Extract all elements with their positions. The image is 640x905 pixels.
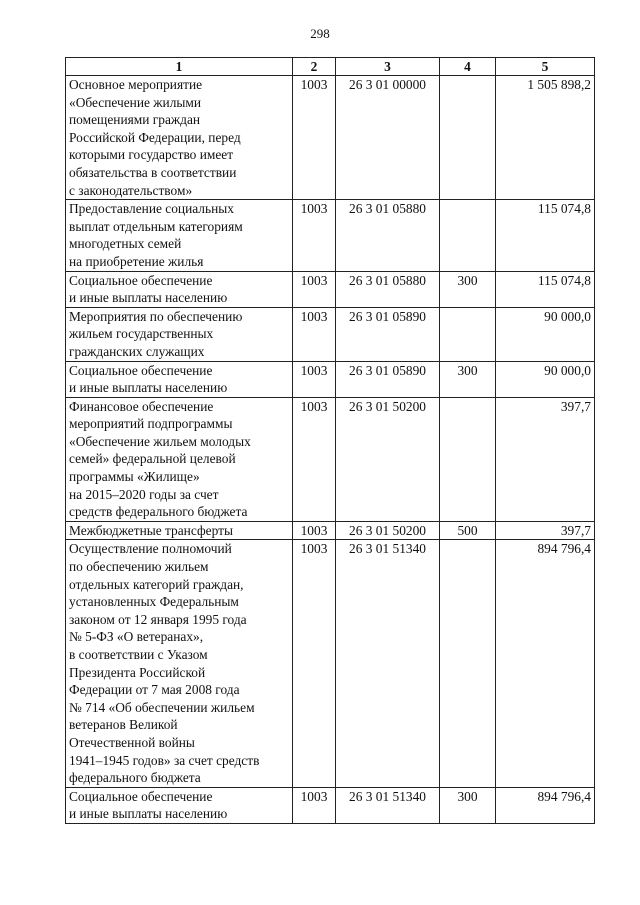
table-row	[66, 521, 595, 540]
column-header: 3	[336, 58, 440, 76]
column-header: 5	[496, 58, 595, 76]
column-header: 4	[440, 58, 496, 76]
table-row	[66, 397, 595, 521]
row-section-code-cell: 1003	[293, 200, 336, 271]
table-body	[66, 76, 595, 824]
row-expense-type-cell	[440, 540, 496, 787]
row-target-article-cell: 26 3 01 51340	[336, 540, 440, 787]
row-amount-cell: 115 074,8	[496, 271, 595, 307]
row-amount-cell: 894 796,4	[496, 540, 595, 787]
row-amount-cell: 397,7	[496, 521, 595, 540]
row-amount-cell: 90 000,0	[496, 361, 595, 397]
row-amount-cell: 397,7	[496, 397, 595, 521]
row-name-cell: Межбюджетные трансферты	[66, 521, 293, 540]
row-expense-type-cell	[440, 200, 496, 271]
row-section-code-cell: 1003	[293, 76, 336, 200]
table-row	[66, 76, 595, 200]
row-name-cell: Финансовое обеспечение мероприятий подпрограммы «Обеспечение жильем молодых семей» федеральной целевой программы «Жилище» на 2015–2020 годы за счет средств федерального бюджета	[66, 397, 293, 521]
table-row	[66, 271, 595, 307]
row-name-cell: Осуществление полномочий по обеспечению жильем отдельных категорий граждан, установленных Федеральным законом от 12 января 1995 года № 5-ФЗ «О ветеранах», в соответствии с Указом Президента Российской Федерации от 7 мая 2008 года № 714 «Об обеспечении жильем ветеранов Великой Отечественной войны 1941–1945 годов» за счет средств федерального бюджета	[66, 540, 293, 787]
row-name-cell: Социальное обеспечение и иные выплаты населению	[66, 787, 293, 823]
table-row	[66, 200, 595, 271]
row-target-article-cell: 26 3 01 00000	[336, 76, 440, 200]
row-section-code-cell: 1003	[293, 540, 336, 787]
row-expense-type-cell	[440, 76, 496, 200]
row-target-article-cell: 26 3 01 05890	[336, 307, 440, 361]
row-name-cell: Основное мероприятие «Обеспечение жилыми помещениями граждан Российской Федерации, перед которыми государство имеет обязательства в соответствии с законодательством»	[66, 76, 293, 200]
column-header: 2	[293, 58, 336, 76]
row-section-code-cell: 1003	[293, 787, 336, 823]
row-target-article-cell: 26 3 01 51340	[336, 787, 440, 823]
row-amount-cell: 90 000,0	[496, 307, 595, 361]
row-expense-type-cell: 300	[440, 271, 496, 307]
table-row	[66, 361, 595, 397]
table-row	[66, 540, 595, 787]
row-target-article-cell: 26 3 01 05880	[336, 271, 440, 307]
page-number: 298	[310, 26, 330, 41]
row-amount-cell: 1 505 898,2	[496, 76, 595, 200]
row-section-code-cell: 1003	[293, 307, 336, 361]
table-header-row	[66, 58, 595, 76]
row-section-code-cell: 1003	[293, 271, 336, 307]
budget-table	[65, 57, 595, 824]
row-name-cell: Социальное обеспечение и иные выплаты населению	[66, 271, 293, 307]
row-section-code-cell: 1003	[293, 521, 336, 540]
row-amount-cell: 115 074,8	[496, 200, 595, 271]
row-section-code-cell: 1003	[293, 397, 336, 521]
table-row	[66, 787, 595, 823]
column-header: 1	[66, 58, 293, 76]
row-section-code-cell: 1003	[293, 361, 336, 397]
row-expense-type-cell: 300	[440, 787, 496, 823]
row-expense-type-cell: 300	[440, 361, 496, 397]
row-amount-cell: 894 796,4	[496, 787, 595, 823]
row-target-article-cell: 26 3 01 50200	[336, 397, 440, 521]
row-expense-type-cell	[440, 307, 496, 361]
row-target-article-cell: 26 3 01 05890	[336, 361, 440, 397]
table-row	[66, 307, 595, 361]
row-name-cell: Социальное обеспечение и иные выплаты населению	[66, 361, 293, 397]
row-expense-type-cell: 500	[440, 521, 496, 540]
row-expense-type-cell	[440, 397, 496, 521]
row-target-article-cell: 26 3 01 50200	[336, 521, 440, 540]
row-target-article-cell: 26 3 01 05880	[336, 200, 440, 271]
row-name-cell: Мероприятия по обеспечению жильем государственных гражданских служащих	[66, 307, 293, 361]
row-name-cell: Предоставление социальных выплат отдельным категориям многодетных семей на приобретение жилья	[66, 200, 293, 271]
